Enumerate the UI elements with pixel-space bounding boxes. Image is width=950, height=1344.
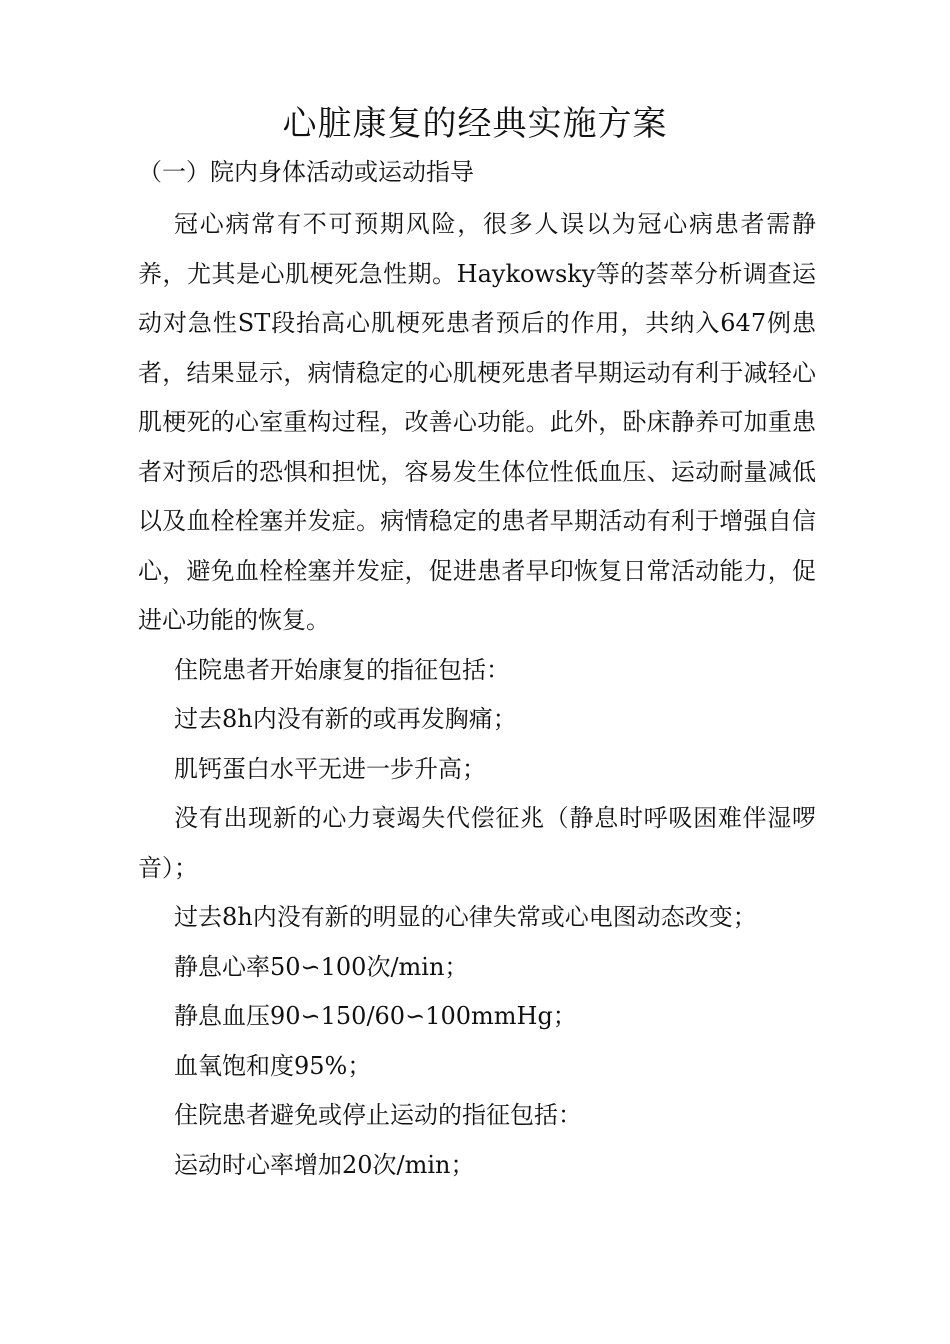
list-item: 肌钙蛋白水平无进一步升高； (174, 754, 486, 783)
document-body (138, 200, 816, 1190)
paragraph-stop-indications: 住院患者避免或停止运动的指征包括： (174, 1101, 582, 1129)
section-heading: （一）院内身体活动或运动指导 (138, 158, 474, 186)
list-item: 静息血压90∽150/60∽100mmHg； (174, 1002, 577, 1030)
list-item: 没有出现新的心力衰竭失代偿征兆（静息时呼吸困难伴湿啰音）； (138, 804, 816, 882)
paragraph-intro: 冠心病常有不可预期风险，很多人误以为冠心病患者需静养，尤其是心肌梗死急性期。Haykowsky等的荟萃分析调查运动对急性ST段抬高心肌梗死患者预后的作用，共纳入647例患者，结果显示，病情稳定的心肌梗死患者早期运动有利于减轻心肌梗死的心室重构过程，改善心功能。此外，卧床静养可加重患者对预后的恐惧和担忧，容易发生体位性低血压、运动耐量减低以及血栓栓塞并发症。病情稳定的患者早期活动有利于增强自信心，避免血栓栓塞并发症，促进患者早印恢复日常活动能力，促进心功能的恢复。 (138, 210, 816, 634)
document-title: 心脏康复的经典实施方案 (282, 104, 668, 144)
list-item: 过去8h内没有新的或再发胸痛； (174, 705, 517, 733)
paragraph-start-indications: 住院患者开始康复的指征包括： (174, 655, 510, 684)
list-item: 过去8h内没有新的明显的心律失常或心电图动态改变； (174, 903, 757, 931)
list-item: 静息心率50∽100次/min； (174, 952, 469, 981)
list-item: 血氧饱和度95%； (174, 1051, 372, 1080)
list-item: 运动时心率增加20次/min； (174, 1150, 475, 1179)
